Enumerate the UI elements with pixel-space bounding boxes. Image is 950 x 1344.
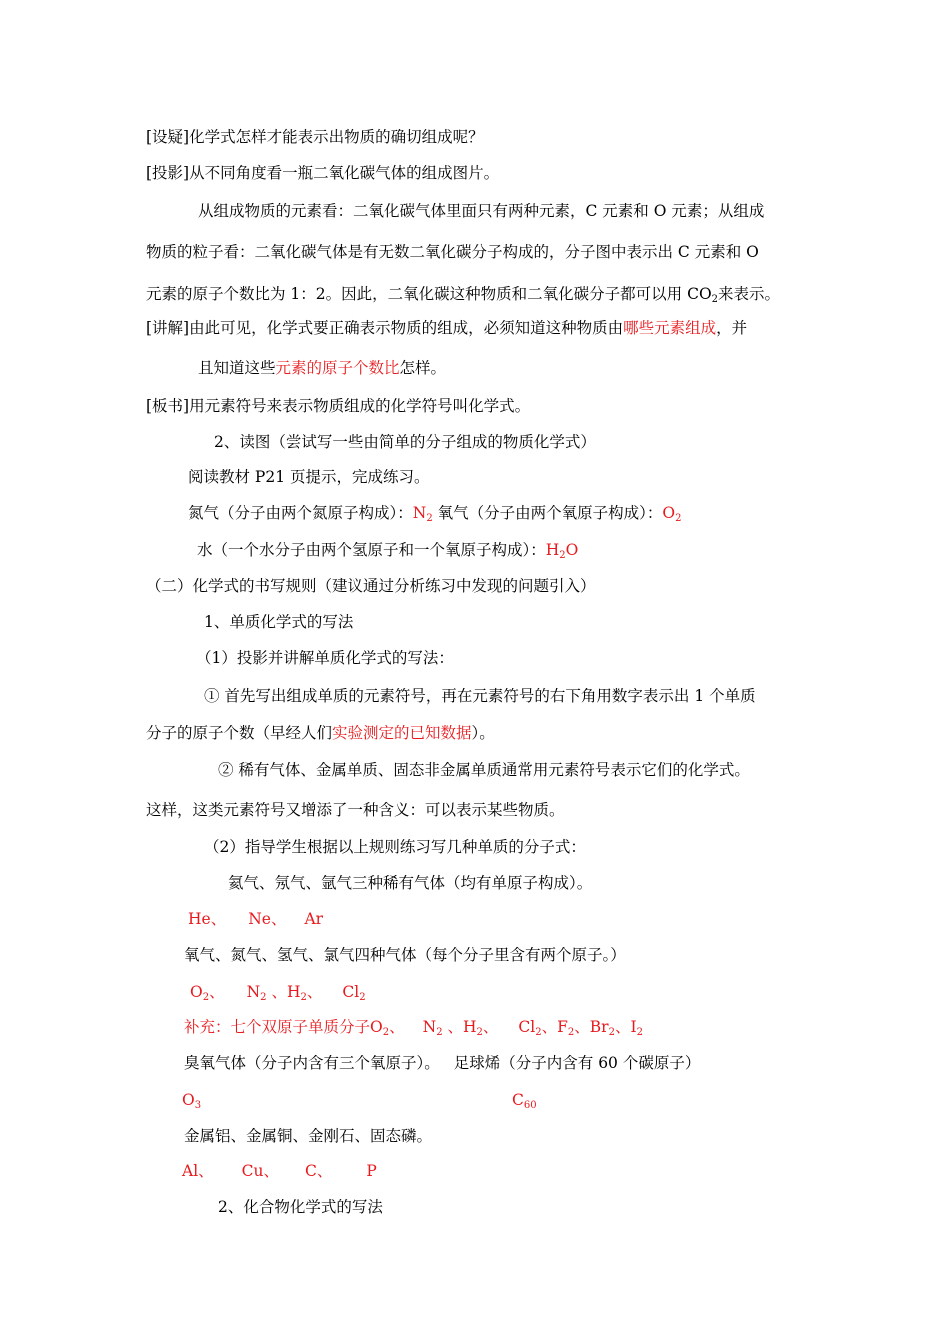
text-line: [184, 1053, 700, 1073]
formula-h2: $H_2$、: [463, 1018, 499, 1038]
formula-line: [190, 982, 366, 1002]
section-heading: [218, 1197, 383, 1217]
section-heading: [214, 432, 596, 452]
text-line: [184, 945, 626, 965]
formula-he: He、: [188, 910, 227, 928]
paragraph-text: ）。: [471, 724, 495, 742]
text-line: [146, 800, 565, 820]
text-line: [198, 201, 764, 221]
formula-o2: $O_2$、: [190, 983, 225, 1003]
explanation-text: [讲解]由此可见，化学式要正确表示物质的组成，必须知道这种物质由: [146, 319, 624, 337]
heading-text: 1、单质化学式的写法: [204, 613, 354, 631]
exercise-text: 臭氧气体（分子内含有三个氧原子）。: [184, 1054, 440, 1072]
formula-cu: Cu、: [241, 1162, 279, 1180]
subscript: 2: [711, 294, 719, 305]
formula-cl2: $Cl_2$、: [518, 1018, 558, 1038]
formula-c: C、: [305, 1162, 333, 1180]
text-line: [204, 686, 756, 706]
highlight-text: 实验测定的已知数据: [332, 724, 472, 742]
text-line: [196, 648, 454, 668]
highlight-text: 哪些元素组成: [623, 319, 717, 337]
paragraph-text: 元素的原子个数比为 1：2。因此，二氧化碳这种物质和二氧化碳分子都可以用 CO: [146, 285, 712, 303]
explanation-text: 怎样。: [399, 359, 447, 377]
projection-text: [投影]从不同角度看一瓶二氧化碳气体的组成图片。: [146, 164, 500, 182]
heading-text: （二）化学式的书写规则（建议通过分析练习中发现的问题引入）: [146, 577, 596, 595]
paragraph-text: （1）投影并讲解单质化学式的写法：: [196, 649, 454, 667]
exercise-text: 氮气（分子由两个氮原子构成）：: [188, 504, 413, 522]
formula-o2: $O_2$、: [370, 1018, 405, 1038]
formula-ar: Ar: [304, 910, 324, 928]
text-line: [188, 503, 682, 523]
formula-p: P: [366, 1162, 377, 1180]
supplement-label: 补充：七个双原子单质分子: [184, 1018, 371, 1036]
paragraph-text: ① 首先写出组成单质的元素符号，再在元素符号的右下角用数字表示出 1 个单质: [204, 687, 756, 705]
formula-o3: $O_3$: [182, 1091, 202, 1111]
explanation-text: ，并: [716, 319, 748, 337]
paragraph-text: 物质的粒子看：二氧化碳气体是有无数二氧化碳分子构成的，分子图中表示出 C 元素和 O: [146, 243, 759, 261]
paragraph-text: 分子的原子个数（早经人们: [146, 724, 333, 742]
exercise-text: 氧气、氮气、氢气、氯气四种气体（每个分子里含有两个原子。）: [184, 946, 626, 964]
paragraph-text: 从组成物质的元素看：二氧化碳气体里面只有两种元素，C 元素和 O 元素；从组成: [198, 202, 765, 220]
text-line: [197, 540, 578, 560]
formula-line: [188, 909, 323, 929]
formula-o2: $O_2$: [662, 504, 682, 524]
section-heading: [204, 612, 353, 632]
formula-c60: $C_{60}$: [512, 1091, 537, 1111]
text-line: [146, 318, 747, 338]
formula-n2: $N_2$: [412, 504, 433, 524]
heading-text: 2、读图（尝试写一些由简单的分子组成的物质化学式）: [214, 433, 596, 451]
formula-h2o: $H_2O$: [545, 541, 579, 561]
paragraph-text: 来表示。: [718, 285, 781, 303]
instruction-text: 阅读教材 P21 页提示，完成练习。: [188, 468, 430, 486]
text-line: [146, 396, 530, 416]
text-line: [146, 163, 499, 183]
heading-text: 2、化合物化学式的写法: [218, 1198, 383, 1216]
formula-ne: Ne、: [248, 910, 287, 928]
formula-al: Al、: [182, 1162, 214, 1180]
text-line: [204, 837, 586, 857]
formula-cl2: $Cl_2$: [342, 983, 366, 1003]
text-line: [146, 242, 759, 262]
supplement-line: [184, 1017, 643, 1037]
formula-i2: $I_2$: [630, 1018, 643, 1038]
exercise-text: 氦气、氖气、氩气三种稀有气体（均有单原子构成）。: [228, 874, 593, 892]
exercise-text: 水（一个水分子由两个氢原子和一个氧原子构成）：: [197, 541, 546, 559]
paragraph-text: 这样，这类元素符号又增添了一种含义：可以表示某些物质。: [146, 801, 565, 819]
board-text: [板书]用元素符号来表示物质组成的化学符号叫化学式。: [146, 397, 531, 415]
text-line: [146, 284, 780, 304]
highlight-text: 元素的原子个数比: [275, 359, 400, 377]
exercise-text: 足球烯（分子内含有 60 个碳原子）: [453, 1054, 701, 1072]
question-text: [设疑]化学式怎样才能表示出物质的确切组成呢？: [146, 128, 484, 146]
text-line: [146, 127, 484, 147]
text-line: [198, 358, 446, 378]
text-line: [218, 760, 750, 780]
formula-n2: $N_2$ 、: [422, 1018, 463, 1038]
formula-br2: $Br_2$、: [589, 1018, 631, 1038]
explanation-text: 且知道这些: [198, 359, 276, 377]
formula-f2: $F_2$、: [557, 1018, 590, 1038]
section-heading: [146, 576, 596, 596]
text-line: [188, 467, 430, 487]
formula-line: [182, 1161, 377, 1181]
exercise-text: 氧气（分子由两个氧原子构成）：: [437, 504, 663, 522]
paragraph-text: （2）指导学生根据以上规则练习写几种单质的分子式：: [204, 838, 586, 856]
text-line: [228, 873, 592, 893]
paragraph-text: ② 稀有气体、金属单质、固态非金属单质通常用元素符号表示它们的化学式。: [218, 761, 750, 779]
text-line: [146, 723, 495, 743]
formula-n2: $N_2$ 、: [246, 983, 287, 1003]
formula-h2: $H_2$、: [286, 983, 323, 1003]
exercise-text: 金属铝、金属铜、金刚石、固态磷。: [184, 1127, 433, 1145]
text-line: [184, 1126, 432, 1146]
